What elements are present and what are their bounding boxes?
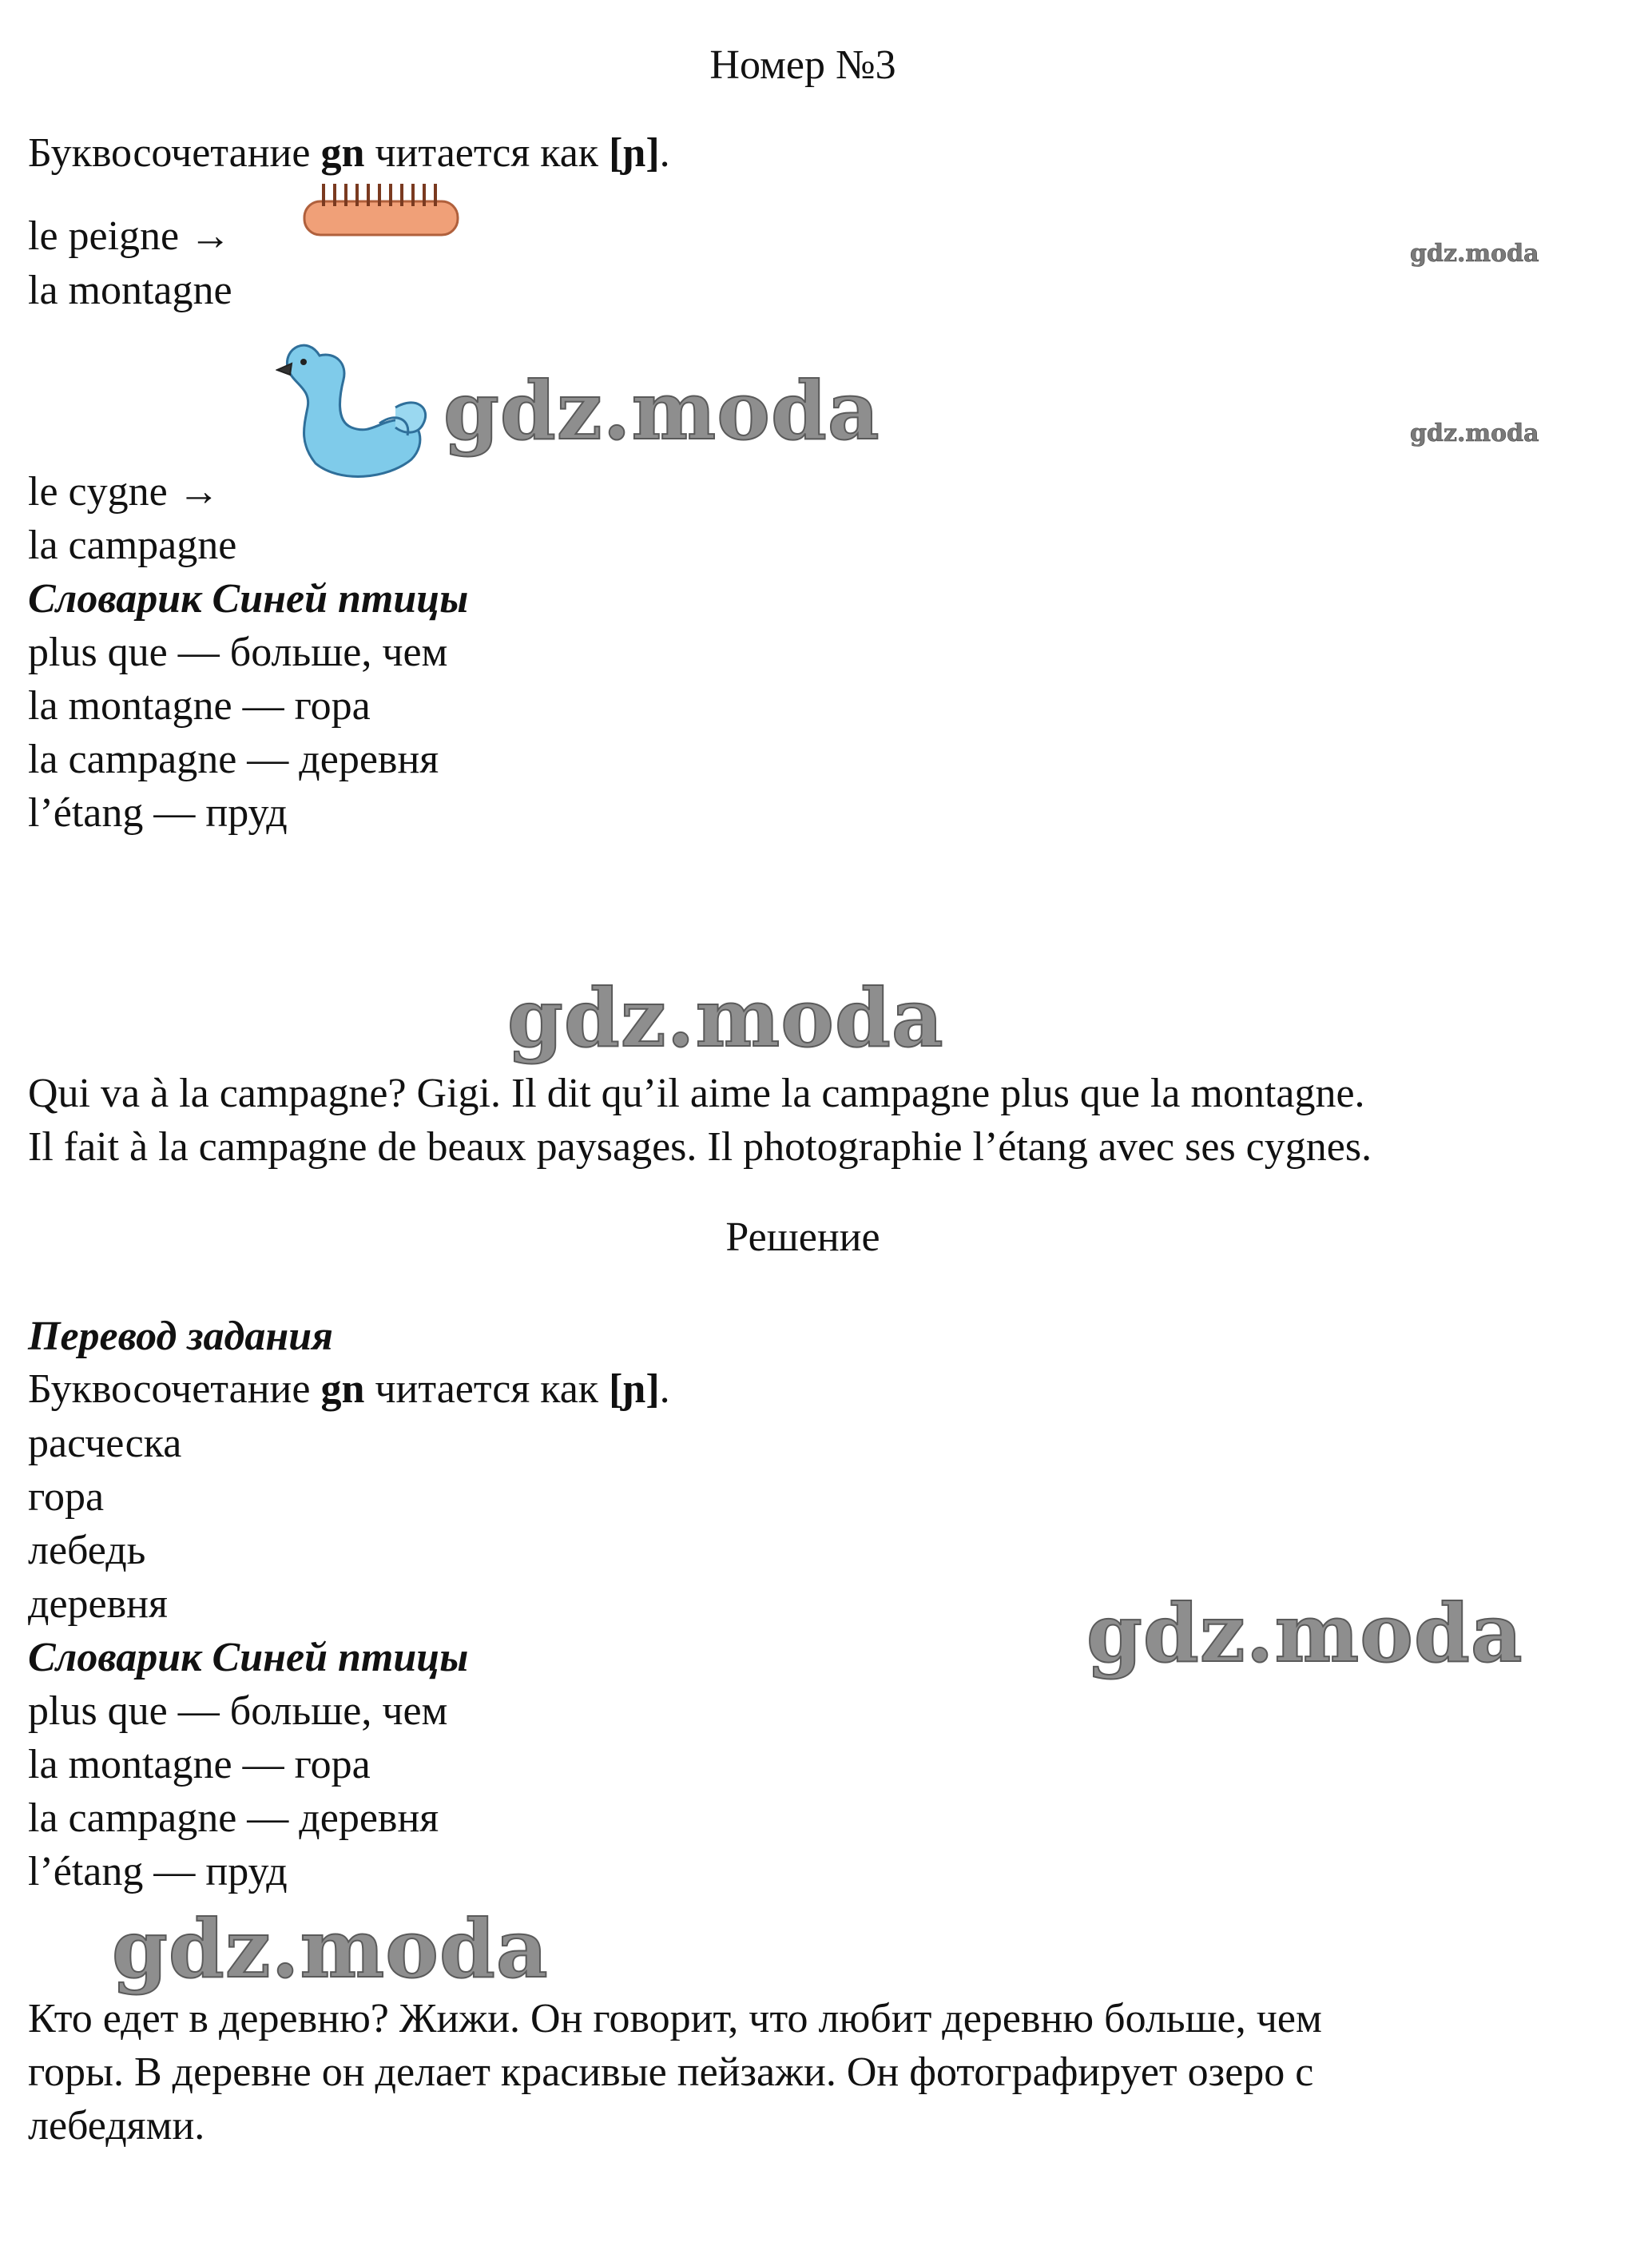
dictionary-title: Словарик Синей птицы <box>28 576 469 622</box>
vocab-word-peigne: le peigne → <box>28 213 232 259</box>
rule-middle: читается как <box>364 130 610 176</box>
rule-letters: gn <box>320 130 365 176</box>
dictionary-entry: la montagne — гора <box>28 1742 371 1787</box>
rule-prefix: Буквосочетание <box>28 130 321 176</box>
dictionary-entry: la campagne — деревня <box>28 737 439 782</box>
dictionary-entry: l’étang — пруд <box>28 1849 288 1894</box>
watermark-large: gdz.moda <box>507 971 944 1065</box>
french-text-line: Qui va à la campagne? Gigi. Il dit qu’il aime la campagne plus que la montagne. <box>28 1071 1365 1116</box>
rule-middle: читается как <box>364 1366 610 1412</box>
rule-letters: gn <box>320 1366 365 1412</box>
comb-image <box>300 177 467 241</box>
russian-text-line: Кто едет в деревню? Жижи. Он говорит, что любит деревню больше, чем <box>28 1996 1322 2041</box>
watermark-large: gdz.moda <box>1086 1586 1523 1680</box>
dictionary-title: Словарик Синей птицы <box>28 1635 469 1680</box>
rule-suffix: . <box>659 1366 670 1412</box>
vocab-word-cygne: le cygne → <box>28 469 220 515</box>
watermark-large: gdz.moda <box>443 364 880 458</box>
swan-image <box>276 332 435 483</box>
translated-word: деревня <box>28 1581 168 1627</box>
watermark-small: gdz.moda <box>1410 419 1539 447</box>
dictionary-entry: l’étang — пруд <box>28 790 288 836</box>
russian-text-line: горы. В деревне он делает красивые пейзажи. Он фотографирует озеро с <box>28 2049 1314 2095</box>
french-text-line: Il fait à la campagne de beaux paysages. Il photographie l’étang avec ses cygnes. <box>28 1124 1372 1170</box>
translation-title: Перевод задания <box>28 1314 333 1359</box>
rule-line <box>28 1366 670 1412</box>
russian-text-line: лебедями. <box>28 2103 205 2149</box>
translated-word: лебедь <box>28 1528 146 1573</box>
dictionary-entry: la montagne — гора <box>28 683 371 729</box>
rule-line <box>28 130 670 176</box>
vocab-word-campagne: la campagne <box>28 523 237 568</box>
rule-suffix: . <box>659 130 670 176</box>
dictionary-entry: plus que — больше, чем <box>28 1688 448 1734</box>
rule-sound: [ɲ] <box>609 130 660 176</box>
translated-word: гора <box>28 1474 105 1520</box>
watermark-large: gdz.moda <box>112 1902 549 1996</box>
page-title: Номер №3 <box>709 42 896 88</box>
rule-sound: [ɲ] <box>609 1366 660 1412</box>
solution-title: Решение <box>725 1214 880 1260</box>
dictionary-entry: plus que — больше, чем <box>28 630 448 675</box>
translated-word: расческа <box>28 1421 182 1466</box>
vocab-word-montagne: la montagne <box>28 268 232 313</box>
dictionary-entry: la campagne — деревня <box>28 1795 439 1841</box>
rule-prefix: Буквосочетание <box>28 1366 321 1412</box>
watermark-small: gdz.moda <box>1410 240 1539 268</box>
